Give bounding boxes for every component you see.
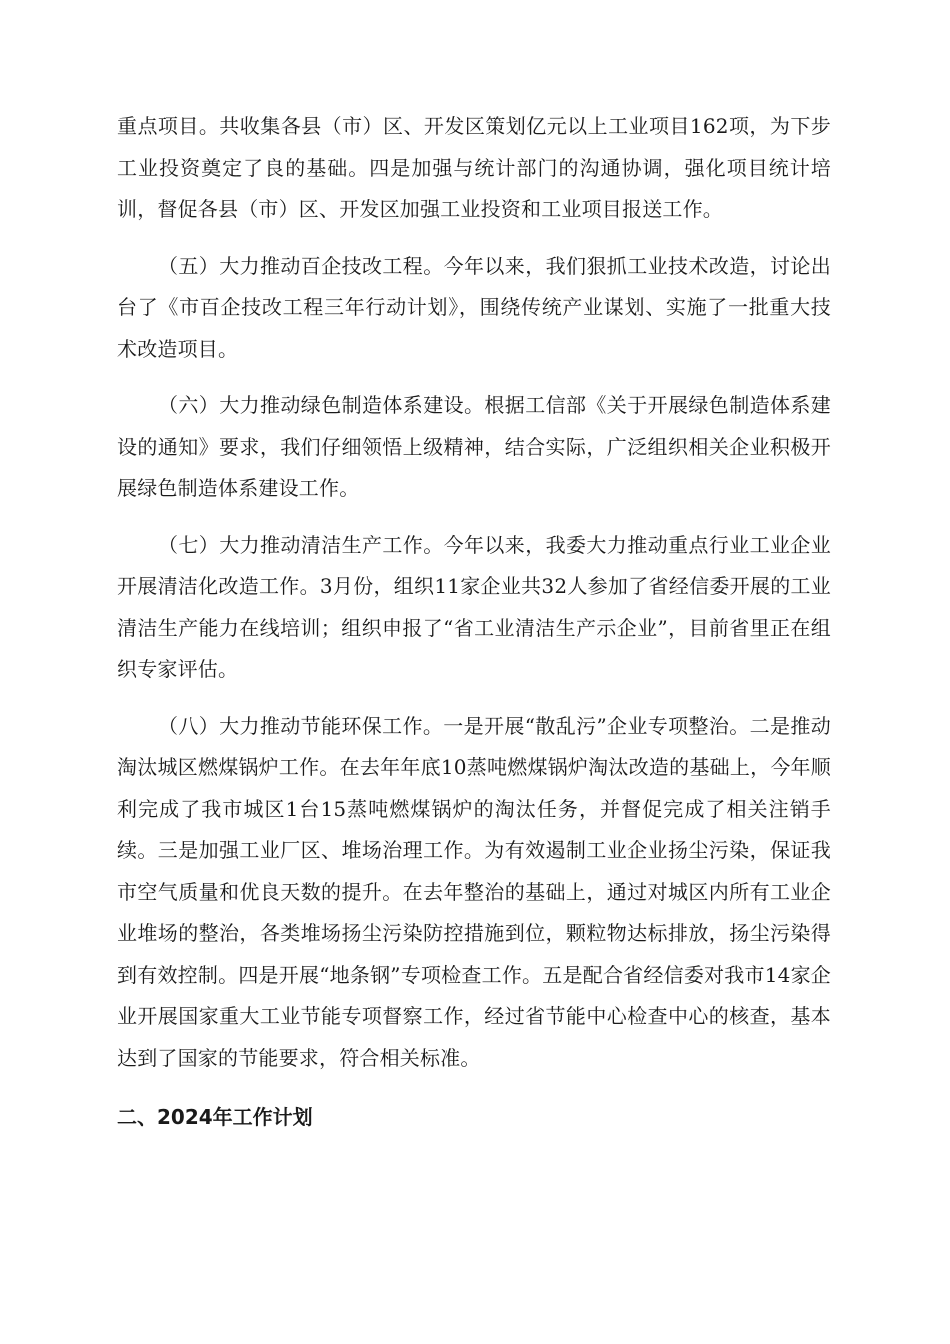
paragraph-section-6: （六）大力推动绿色制造体系建设。根据工信部《关于开展绿色制造体系建设的通知》要求，我们仔细领悟上级精神，结合实际，广泛组织相关企业积极开展绿色制造体系建设工作。 (117, 393, 831, 500)
paragraph-continued: 重点项目。共收集各县（市）区、开发区策划亿元以上工业项目162项，为下步工业投资奠定了良的基础。四是加强与统计部门的沟通协调，强化项目统计培训，督促各县（市）区、开发区加强工业投资和工业项目报送工作。 (117, 114, 831, 221)
document-page (117, 106, 831, 1139)
paragraph-section-5: （五）大力推动百企技改工程。今年以来，我们狠抓工业技术改造，讨论出台了《市百企技改工程三年行动计划》，围绕传统产业谋划、实施了一批重大技术改造项目。 (117, 253, 831, 361)
section-heading: 二、2024年工作计划 (117, 1105, 313, 1129)
paragraph-section-7: （七）大力推动清洁生产工作。今年以来，我委大力推动重点行业工业企业开展清洁化改造工作。3月份，组织11家企业共32人参加了省经信委开展的工业清洁生产能力在线培训；组织申报了“省工业清洁生产示企业”，目前省里正在组织专家评估。 (117, 532, 831, 681)
paragraph-section-8: （八）大力推动节能环保工作。一是开展“散乱污”企业专项整治。二是推动淘汰城区燃煤锅炉工作。在去年年底10蒸吨燃煤锅炉淘汰改造的基础上，今年顺利完成了我市城区1台15蒸吨燃煤锅炉的淘汰任务，并督促完成了相关注销手续。三是加强工业厂区、堆场治理工作。为有效遏制工业企业扬尘污染，保证我市空气质量和优良天数的提升。在去年整治的基础上，通过对城区内所有工业企业堆场的整治，各类堆场扬尘污染防控措施到位，颗粒物达标排放，扬尘污染得到有效控制。四是开展“地条钢”专项检查工作。五是配合省经信委对我市14家企业开展国家重大工业节能专项督察工作，经过省节能中心检查中心的核查，基本达到了国家的节能要求，符合相关标准。 (117, 713, 831, 1070)
